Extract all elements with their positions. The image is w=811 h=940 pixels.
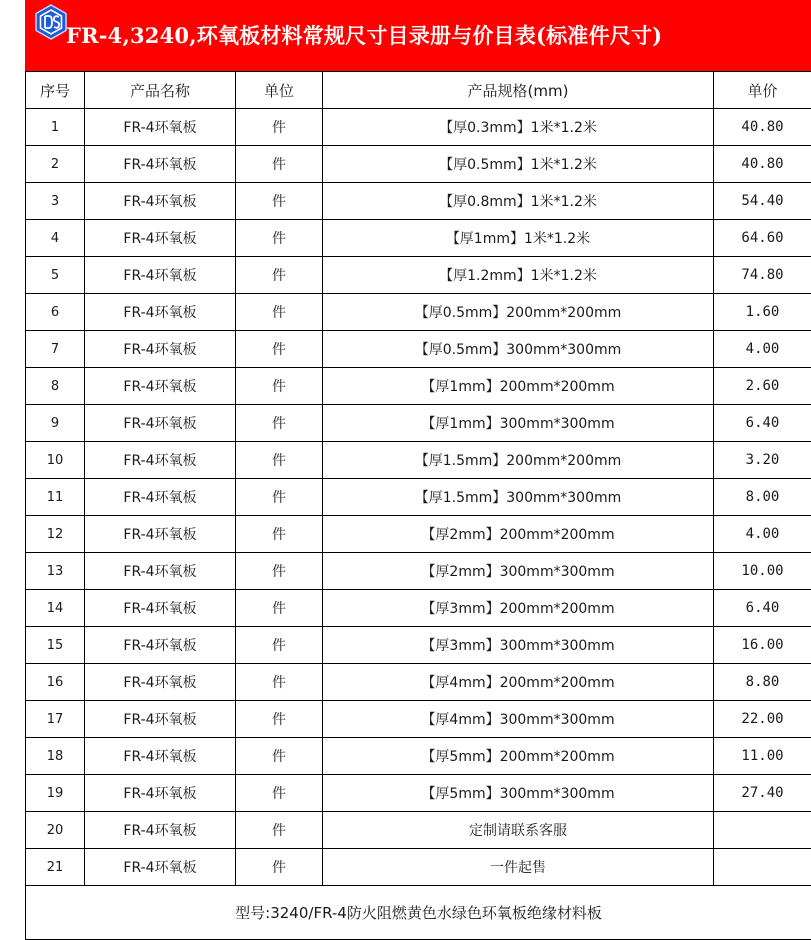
table-row — [26, 516, 811, 553]
unit-price-cell: 16.00 — [714, 627, 811, 664]
unit-cell: 件 — [236, 775, 323, 812]
product-name-cell: FR-4环氧板 — [85, 146, 236, 183]
product-name-cell: FR-4环氧板 — [85, 590, 236, 627]
unit-cell: 件 — [236, 627, 323, 664]
product-name-cell: FR-4环氧板 — [85, 553, 236, 590]
product-spec-cell: 【厚4mm】200mm*200mm — [323, 664, 714, 701]
product-spec-cell: 【厚3mm】300mm*300mm — [323, 627, 714, 664]
row-number-cell: 6 — [26, 294, 85, 331]
unit-price-cell: 40.80 — [714, 146, 811, 183]
product-spec-cell: 【厚1.5mm】200mm*200mm — [323, 442, 714, 479]
product-spec-cell: 【厚0.5mm】1米*1.2米 — [323, 146, 714, 183]
row-number-cell: 18 — [26, 738, 85, 775]
table-row — [26, 220, 811, 257]
unit-cell: 件 — [236, 109, 323, 146]
column-header-price: 单价 — [714, 72, 811, 109]
product-spec-cell: 【厚1.2mm】1米*1.2米 — [323, 257, 714, 294]
product-spec-cell: 【厚1mm】300mm*300mm — [323, 405, 714, 442]
unit-cell: 件 — [236, 331, 323, 368]
unit-price-cell: 74.80 — [714, 257, 811, 294]
row-number-cell: 15 — [26, 627, 85, 664]
row-number-cell: 7 — [26, 331, 85, 368]
column-header-unit: 单位 — [236, 72, 323, 109]
product-spec-cell: 【厚0.8mm】1米*1.2米 — [323, 183, 714, 220]
table-row — [26, 294, 811, 331]
unit-price-cell: 6.40 — [714, 590, 811, 627]
table-row — [26, 849, 811, 886]
product-name-cell: FR-4环氧板 — [85, 442, 236, 479]
table-row — [26, 627, 811, 664]
table-row — [26, 146, 811, 183]
row-number-cell: 16 — [26, 664, 85, 701]
product-spec-cell: 一件起售 — [323, 849, 714, 886]
product-name-cell: FR-4环氧板 — [85, 368, 236, 405]
table-header-row — [26, 72, 811, 109]
product-spec-cell: 【厚5mm】200mm*200mm — [323, 738, 714, 775]
table-row — [26, 775, 811, 812]
product-name-cell: FR-4环氧板 — [85, 738, 236, 775]
table-row — [26, 701, 811, 738]
unit-price-cell: 4.00 — [714, 331, 811, 368]
unit-price-cell: 27.40 — [714, 775, 811, 812]
unit-cell: 件 — [236, 516, 323, 553]
product-spec-cell: 【厚0.5mm】300mm*300mm — [323, 331, 714, 368]
row-number-cell: 3 — [26, 183, 85, 220]
product-name-cell: FR-4环氧板 — [85, 405, 236, 442]
unit-cell: 件 — [236, 146, 323, 183]
row-number-cell: 4 — [26, 220, 85, 257]
unit-price-cell: 8.80 — [714, 664, 811, 701]
row-number-cell: 11 — [26, 479, 85, 516]
product-spec-cell: 【厚0.3mm】1米*1.2米 — [323, 109, 714, 146]
table-row — [26, 368, 811, 405]
table-row — [26, 553, 811, 590]
unit-cell: 件 — [236, 294, 323, 331]
product-name-cell: FR-4环氧板 — [85, 479, 236, 516]
model-note: 型号:3240/FR-4防火阻燃黄色水绿色环氧板绝缘材料板 — [26, 886, 811, 940]
unit-price-cell: 1.60 — [714, 294, 811, 331]
unit-cell: 件 — [236, 183, 323, 220]
product-name-cell: FR-4环氧板 — [85, 627, 236, 664]
product-spec-cell: 【厚5mm】300mm*300mm — [323, 775, 714, 812]
unit-price-cell — [714, 849, 811, 886]
product-name-cell: FR-4环氧板 — [85, 257, 236, 294]
row-number-cell: 20 — [26, 812, 85, 849]
product-spec-cell: 【厚1mm】1米*1.2米 — [323, 220, 714, 257]
unit-cell: 件 — [236, 368, 323, 405]
row-number-cell: 8 — [26, 368, 85, 405]
unit-cell: 件 — [236, 701, 323, 738]
product-spec-cell: 定制请联系客服 — [323, 812, 714, 849]
unit-price-cell: 64.60 — [714, 220, 811, 257]
column-header-spec: 产品规格(mm) — [323, 72, 714, 109]
table-row — [26, 664, 811, 701]
row-number-cell: 9 — [26, 405, 85, 442]
table-row — [26, 442, 811, 479]
product-name-cell: FR-4环氧板 — [85, 812, 236, 849]
unit-price-cell: 2.60 — [714, 368, 811, 405]
product-spec-cell: 【厚3mm】200mm*200mm — [323, 590, 714, 627]
unit-price-cell: 6.40 — [714, 405, 811, 442]
unit-price-cell: 3.20 — [714, 442, 811, 479]
price-table — [25, 71, 811, 940]
company-logo-icon — [33, 4, 69, 40]
unit-price-cell: 54.40 — [714, 183, 811, 220]
product-name-cell: FR-4环氧板 — [85, 664, 236, 701]
unit-cell: 件 — [236, 405, 323, 442]
title-banner — [25, 0, 811, 72]
unit-price-cell: 8.00 — [714, 479, 811, 516]
unit-cell: 件 — [236, 442, 323, 479]
unit-price-cell: 22.00 — [714, 701, 811, 738]
unit-price-cell: 11.00 — [714, 738, 811, 775]
product-spec-cell: 【厚0.5mm】200mm*200mm — [323, 294, 714, 331]
table-row — [26, 590, 811, 627]
table-row — [26, 331, 811, 368]
product-name-cell: FR-4环氧板 — [85, 183, 236, 220]
unit-cell: 件 — [236, 220, 323, 257]
unit-price-cell — [714, 812, 811, 849]
product-spec-cell: 【厚1mm】200mm*200mm — [323, 368, 714, 405]
row-number-cell: 2 — [26, 146, 85, 183]
product-name-cell: FR-4环氧板 — [85, 701, 236, 738]
unit-cell: 件 — [236, 738, 323, 775]
row-number-cell: 21 — [26, 849, 85, 886]
product-name-cell: FR-4环氧板 — [85, 331, 236, 368]
product-name-cell: FR-4环氧板 — [85, 294, 236, 331]
row-number-cell: 12 — [26, 516, 85, 553]
product-spec-cell: 【厚2mm】200mm*200mm — [323, 516, 714, 553]
unit-cell: 件 — [236, 479, 323, 516]
unit-price-cell: 40.80 — [714, 109, 811, 146]
table-footer-row — [26, 886, 811, 940]
unit-cell: 件 — [236, 590, 323, 627]
row-number-cell: 13 — [26, 553, 85, 590]
table-row — [26, 257, 811, 294]
unit-price-cell: 4.00 — [714, 516, 811, 553]
table-row — [26, 479, 811, 516]
unit-cell: 件 — [236, 812, 323, 849]
product-spec-cell: 【厚4mm】300mm*300mm — [323, 701, 714, 738]
product-spec-cell: 【厚2mm】300mm*300mm — [323, 553, 714, 590]
page-title: FR-4,3240,环氧板材料常规尺寸目录册与价目表(标准件尺寸) — [66, 23, 663, 48]
unit-cell: 件 — [236, 849, 323, 886]
product-name-cell: FR-4环氧板 — [85, 109, 236, 146]
table-row — [26, 183, 811, 220]
column-header-name: 产品名称 — [85, 72, 236, 109]
row-number-cell: 17 — [26, 701, 85, 738]
product-name-cell: FR-4环氧板 — [85, 775, 236, 812]
row-number-cell: 14 — [26, 590, 85, 627]
row-number-cell: 19 — [26, 775, 85, 812]
product-name-cell: FR-4环氧板 — [85, 220, 236, 257]
row-number-cell: 10 — [26, 442, 85, 479]
table-row — [26, 109, 811, 146]
table-row — [26, 812, 811, 849]
column-header-no: 序号 — [26, 72, 85, 109]
row-number-cell: 1 — [26, 109, 85, 146]
unit-cell: 件 — [236, 664, 323, 701]
unit-price-cell: 10.00 — [714, 553, 811, 590]
table-row — [26, 405, 811, 442]
table-row — [26, 738, 811, 775]
unit-cell: 件 — [236, 553, 323, 590]
product-spec-cell: 【厚1.5mm】300mm*300mm — [323, 479, 714, 516]
unit-cell: 件 — [236, 257, 323, 294]
product-name-cell: FR-4环氧板 — [85, 516, 236, 553]
row-number-cell: 5 — [26, 257, 85, 294]
product-name-cell: FR-4环氧板 — [85, 849, 236, 886]
